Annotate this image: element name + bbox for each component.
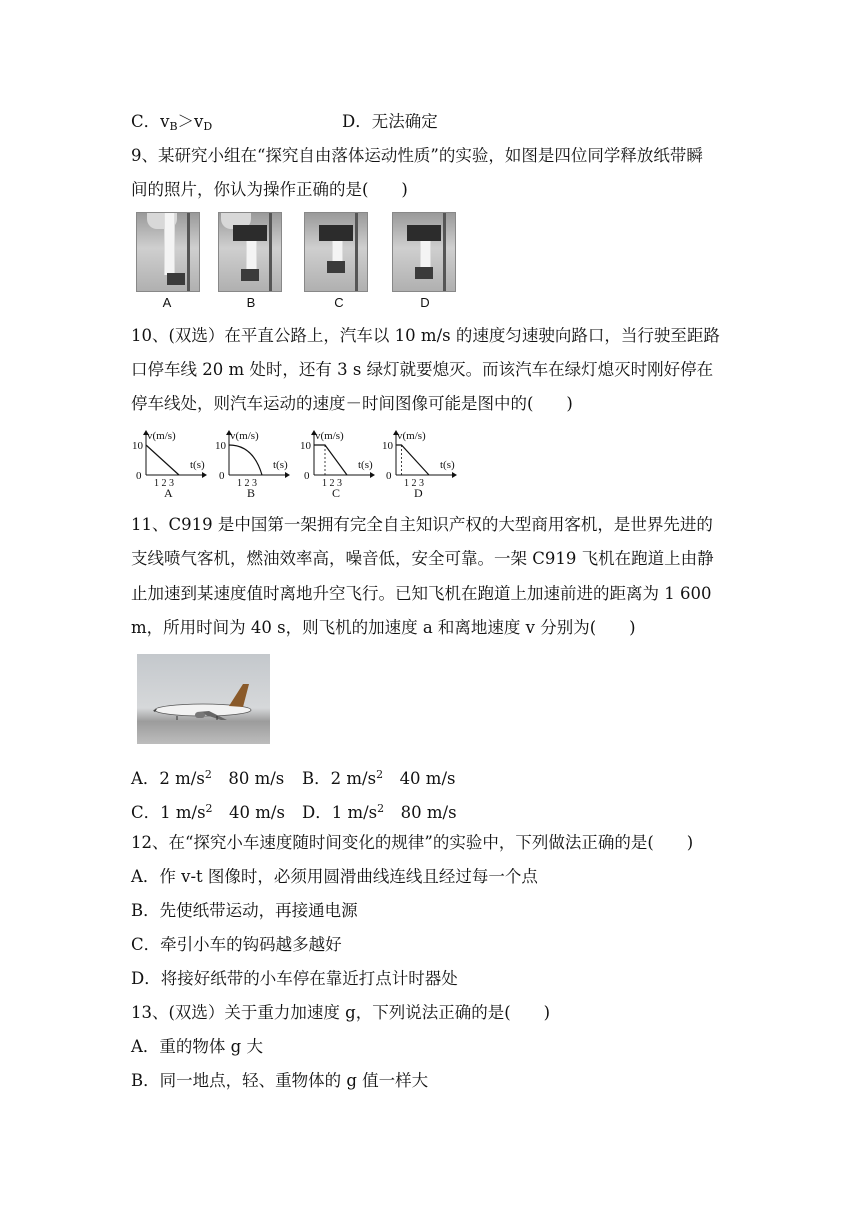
- y-tick-label: 10: [382, 440, 393, 452]
- x-axis-label: t(s): [190, 459, 205, 471]
- option-label: B．: [302, 769, 331, 788]
- y-axis-label: v(m/s): [397, 430, 426, 442]
- option-speed: 40 m/s: [399, 769, 456, 788]
- velocity-curve: [229, 445, 262, 475]
- vt-graph-c: [298, 427, 378, 499]
- option-speed: 80 m/s: [400, 803, 457, 822]
- q9-stem-line2: 间的照片，你认为操作正确的是( ): [131, 180, 408, 199]
- vt-graph-a: [130, 427, 210, 499]
- q11-option-a: [131, 764, 284, 790]
- vt-graph-d: [380, 427, 460, 499]
- photo-label-c: C: [334, 295, 344, 310]
- q10-stem-line3: 停车线处，则汽车运动的速度－时间图像可能是图中的( ): [131, 394, 573, 413]
- q11-stem-line3: 止加速到某速度值时离地升空飞行。已知飞机在跑道上加速前进的距离为 1 600: [131, 584, 712, 603]
- q12-option-c: C．牵引小车的钩码越多越好: [131, 935, 342, 954]
- q11-option-d: [302, 798, 457, 824]
- q13-option-a: A．重的物体 g 大: [131, 1037, 263, 1056]
- q11-option-b: [302, 764, 455, 790]
- y-axis-label: v(m/s): [230, 430, 259, 442]
- option-speed: 40 m/s: [229, 803, 285, 822]
- x-axis-arrow: [202, 472, 207, 478]
- q10-stem-line1: 10、(双选）在平直公路上，汽车以 10 m/s 的速度匀速驶向路口，当行驶至距路: [131, 326, 720, 345]
- origin-label: 0: [219, 470, 225, 482]
- airplane-icon: [137, 654, 270, 744]
- photo-c: [304, 212, 368, 292]
- origin-label: 0: [386, 470, 392, 482]
- option-speed: 80 m/s: [228, 769, 285, 788]
- q12-option-a: A．作 v-t 图像时，必须用圆滑曲线连线且经过每一个点: [131, 867, 538, 886]
- subscript: D: [203, 120, 213, 133]
- q11-stem-line4: m，所用时间为 40 s，则飞机的加速度 a 和离地速度 v 分别为( ): [131, 618, 636, 637]
- option-accel: 1 m/s: [160, 803, 206, 822]
- superscript: 2: [204, 768, 212, 781]
- x-axis-arrow: [452, 472, 457, 478]
- graph-label: B: [247, 486, 256, 499]
- q11-stem-line1: 11、C919 是中国第一架拥有完全自主知识产权的大型商用客机，是世界先进的: [131, 515, 713, 534]
- q12-option-d: D．将接好纸带的小车停在靠近打点计时器处: [131, 969, 458, 988]
- q13-option-b: B．同一地点，轻、重物体的 g 值一样大: [131, 1071, 429, 1090]
- x-axis-arrow: [285, 472, 290, 478]
- superscript: 2: [377, 802, 385, 815]
- option-label: D．: [302, 803, 332, 822]
- photo-label-a: A: [162, 295, 172, 310]
- y-tick-label: 10: [132, 440, 143, 452]
- q9-stem-line1: 9、某研究小组在“探究自由落体运动性质”的实验，如图是四位同学释放纸带瞬: [131, 146, 703, 165]
- vt-graph-b: [213, 427, 293, 499]
- option-text: ＞v: [177, 112, 204, 131]
- y-axis-label: v(m/s): [147, 430, 176, 442]
- q8-option-c: [131, 111, 212, 138]
- q8-option-d: D．无法确定: [342, 112, 438, 131]
- subscript: B: [169, 120, 178, 133]
- graph-label: C: [332, 486, 341, 499]
- origin-label: 0: [136, 470, 142, 482]
- x-tick-labels: 1 2 3: [237, 478, 257, 489]
- velocity-curve: [396, 445, 429, 475]
- c919-photo: [137, 654, 270, 744]
- y-tick-label: 10: [300, 440, 311, 452]
- x-tick-labels: 1 2 3: [322, 478, 342, 489]
- graph-label: A: [164, 486, 173, 499]
- q13-stem: 13、(双选）关于重力加速度 g，下列说法正确的是( ): [131, 1003, 551, 1022]
- x-axis-label: t(s): [273, 459, 288, 471]
- x-axis-arrow: [370, 472, 375, 478]
- option-label: C．: [131, 803, 161, 822]
- origin-label: 0: [304, 470, 310, 482]
- velocity-curve: [314, 445, 347, 475]
- q11-option-c: [131, 798, 285, 824]
- option-accel: 1 m/s: [331, 803, 378, 822]
- y-axis-label: v(m/s): [315, 430, 344, 442]
- y-tick-label: 10: [215, 440, 226, 452]
- photo-label-d: D: [420, 295, 430, 310]
- option-label: A．: [131, 769, 160, 788]
- q12-stem: 12、在“探究小车速度随时间变化的规律”的实验中，下列做法正确的是( ): [131, 833, 694, 852]
- x-axis-label: t(s): [358, 459, 373, 471]
- superscript: 2: [205, 802, 213, 815]
- photo-a: [136, 212, 200, 292]
- q10-stem-line2: 口停车线 20 m 处时，还有 3 s 绿灯就要熄灭。而该汽车在绿灯熄灭时刚好停在: [131, 360, 714, 379]
- x-tick-labels: 1 2 3: [404, 478, 424, 489]
- option-accel: 2 m/s: [159, 769, 205, 788]
- x-axis-label: t(s): [440, 459, 455, 471]
- graph-label: D: [414, 486, 423, 499]
- option-text: v: [160, 112, 170, 131]
- photo-b: [218, 212, 282, 292]
- option-accel: 2 m/s: [330, 769, 377, 788]
- q11-stem-line2: 支线喷气客机，燃油效率高，噪音低，安全可靠。一架 C919 飞机在跑道上由静: [131, 549, 714, 568]
- x-tick-labels: 1 2 3: [154, 478, 174, 489]
- photo-label-b: B: [246, 295, 256, 310]
- velocity-curve: [146, 445, 179, 475]
- photo-d: [392, 212, 456, 292]
- option-label: C．: [131, 112, 161, 131]
- q12-option-b: B．先使纸带运动，再接通电源: [131, 901, 358, 920]
- superscript: 2: [376, 768, 384, 781]
